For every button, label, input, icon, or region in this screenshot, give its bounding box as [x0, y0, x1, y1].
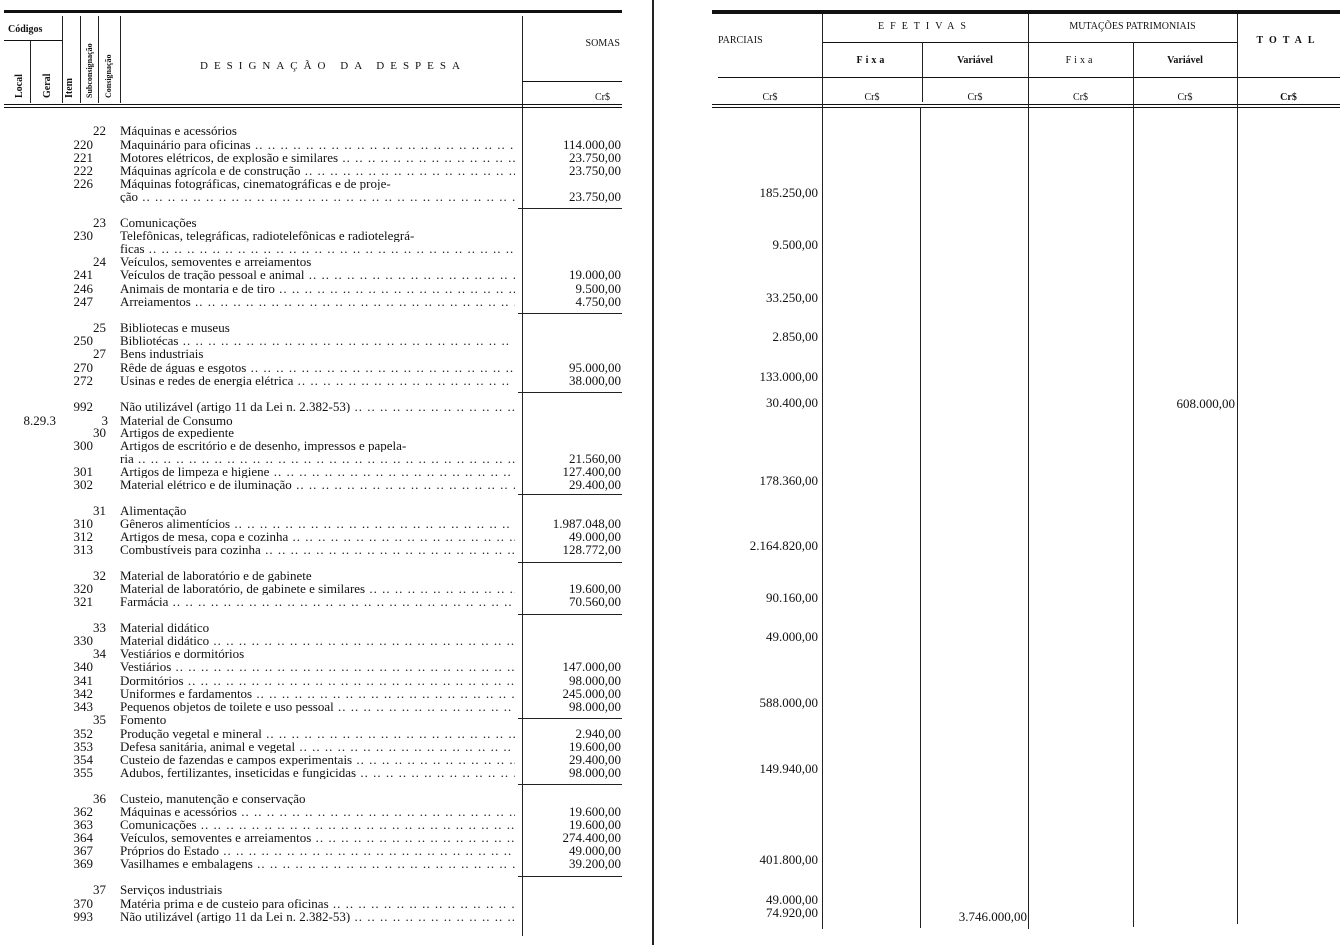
subconsignacao-code: 22 — [93, 123, 106, 138]
expense-label: Artigos de escritório e de desenho, impressos e papela- — [120, 439, 407, 452]
table-row — [0, 329, 1344, 348]
item-code: 330 — [73, 633, 93, 648]
parciais-value: 49.000,00 — [766, 629, 818, 644]
subconsignacao-code: 24 — [93, 254, 106, 269]
item-code: 302 — [73, 477, 93, 492]
currency: Cr$ — [1073, 92, 1088, 103]
table-row — [0, 395, 1344, 414]
expense-label: ficas .. .. — [120, 242, 515, 255]
expense-label: Vasilhames e embalagens .. .. — [120, 857, 515, 870]
total-heading: TOTAL — [1256, 35, 1321, 46]
expense-label: Não utilizável (artigo 11 da Lei n. 2.382-53) .. .. — [120, 910, 515, 923]
item-code: 369 — [73, 856, 93, 871]
soma-value: 2.940,00 — [575, 726, 621, 741]
soma-value: 98.000,00 — [569, 699, 621, 714]
subconsignacao-code: 32 — [93, 568, 106, 583]
currency: Cr$ — [762, 92, 778, 103]
subconsignacao-code: 33 — [93, 620, 106, 635]
item-code: 355 — [73, 765, 93, 780]
table-row — [0, 452, 1344, 466]
soma-value: 4.750,00 — [575, 294, 621, 309]
table-row — [0, 905, 1344, 924]
table-row — [0, 504, 1344, 518]
subconsignacao-code: 37 — [93, 882, 106, 897]
table-row — [0, 792, 1344, 806]
expense-label: Telefônicas, telegráficas, radiotelefônicas e radiotelegrá- — [120, 229, 415, 242]
expense-label: Comunicações .. .. — [120, 818, 515, 831]
divider — [718, 77, 1340, 78]
item-code: 321 — [73, 594, 93, 609]
parciais-value: 90.160,00 — [766, 590, 818, 605]
table-row — [0, 660, 1344, 674]
table-row — [0, 426, 1344, 440]
table-row — [0, 151, 1344, 165]
table-row — [0, 538, 1344, 557]
table-row — [0, 621, 1344, 635]
top-rule — [4, 10, 622, 13]
expense-label: Produção vegetal e mineral .. .. — [120, 727, 515, 740]
divider — [4, 107, 622, 108]
soma-value: 21.560,00 — [569, 451, 621, 466]
table-row — [0, 852, 1344, 871]
expense-label: Material de laboratório e de gabinete — [120, 569, 312, 582]
expense-label: Comunicações — [120, 216, 197, 229]
parciais-value: 49.000,00 — [766, 892, 818, 907]
divider — [712, 107, 1340, 108]
subconsignacao-code: 31 — [93, 503, 106, 518]
soma-value: 147.000,00 — [562, 659, 621, 674]
local-heading: Local — [14, 74, 25, 98]
item-code: 270 — [73, 360, 93, 375]
col-line — [30, 41, 31, 103]
col-line — [62, 16, 63, 103]
soma-value: 274.400,00 — [562, 830, 621, 845]
item-code: 250 — [73, 333, 93, 348]
col-line — [120, 16, 121, 103]
expense-label: Motores elétricos, de explosão e similares .. .. — [120, 151, 515, 164]
subconsignacao-code: 30 — [93, 425, 106, 440]
subtotal-rule — [518, 784, 622, 785]
item-code: 310 — [73, 516, 93, 531]
subtotal-rule — [518, 562, 622, 563]
expense-label: Veículos, semoventes e arreiamentos .. .. — [120, 831, 515, 844]
soma-value: 49.000,00 — [569, 843, 621, 858]
soma-value: 39.200,00 — [569, 856, 621, 871]
col-line — [922, 42, 923, 102]
item-code: 246 — [73, 281, 93, 296]
efetivas-fixa-heading: Fixa — [856, 55, 888, 66]
soma-value: 245.000,00 — [562, 686, 621, 701]
divider — [712, 104, 1340, 105]
table-row — [0, 687, 1344, 701]
table-row — [0, 517, 1344, 531]
subconsignacao-code: 36 — [93, 791, 106, 806]
expense-label: Vestiários e dormitórios — [120, 647, 245, 660]
subconsignacao-heading: Subconsignação — [85, 43, 94, 98]
soma-value: 49.000,00 — [569, 529, 621, 544]
currency: Cr$ — [1280, 92, 1297, 103]
expense-label: Vestiários .. .. — [120, 660, 515, 673]
item-code: 992 — [73, 399, 93, 414]
item-code: 341 — [73, 673, 93, 688]
subconsignacao-code: 23 — [93, 215, 106, 230]
expense-label: Pequenos objetos de toilete e uso pessoal .. .. — [120, 700, 515, 713]
table-row — [0, 892, 1344, 911]
item-code: 221 — [73, 150, 93, 165]
expense-label: Material de laboratório, de gabinete e similares .. .. — [120, 582, 515, 595]
soma-value: 23.750,00 — [569, 189, 621, 204]
mutacoes-heading: MUTAÇÕES PATRIMONIAIS — [1069, 21, 1196, 32]
designacao-heading: DESIGNAÇÃO DA DESPESA — [200, 60, 466, 72]
item-code: 300 — [73, 438, 93, 453]
expense-label: Próprios do Estado .. .. — [120, 844, 515, 857]
parciais-value: 2.850,00 — [772, 329, 818, 344]
item-code: 220 — [73, 137, 93, 152]
item-code: 320 — [73, 581, 93, 596]
expense-label: Farmácia .. .. — [120, 595, 515, 608]
item-code: 993 — [73, 909, 93, 924]
expense-label: Bibliotecas e museus — [120, 321, 230, 334]
expense-label: Bens industriais — [120, 347, 204, 360]
parciais-value: 9.500,00 — [772, 237, 818, 252]
soma-value: 70.560,00 — [569, 594, 621, 609]
soma-value: 19.600,00 — [569, 804, 621, 819]
soma-value: 23.750,00 — [569, 163, 621, 178]
item-code: 362 — [73, 804, 93, 819]
table-row — [0, 695, 1344, 714]
currency: Cr$ — [864, 92, 880, 103]
table-row — [0, 818, 1344, 832]
consignacao-heading: Consignação — [104, 54, 113, 98]
parciais-value: 588.000,00 — [759, 695, 818, 710]
soma-value: 19.600,00 — [569, 581, 621, 596]
expense-label: Máquinas e acessórios — [120, 124, 237, 137]
expense-label: Material de Consumo — [120, 414, 233, 427]
table-row — [0, 569, 1344, 583]
table-row — [0, 761, 1344, 780]
table-row — [0, 439, 1344, 453]
expense-label: Maquinário para oficinas .. .. — [120, 138, 515, 151]
table-row — [0, 177, 1344, 191]
table-row — [0, 727, 1344, 741]
local-code: 8.29.3 — [23, 413, 56, 428]
item-code: 312 — [73, 529, 93, 544]
table-row — [0, 883, 1344, 897]
expense-label: Custeio, manutenção e conservação — [120, 792, 306, 805]
subtotal-rule — [518, 614, 622, 615]
col-line — [98, 16, 99, 103]
table-row — [0, 216, 1344, 230]
expense-label: Combustíveis para cozinha .. .. — [120, 543, 515, 556]
table-row — [0, 590, 1344, 609]
item-code: 353 — [73, 739, 93, 754]
expense-label: Artigos de expediente — [120, 426, 235, 439]
item-code: 340 — [73, 659, 93, 674]
table-row — [0, 282, 1344, 296]
soma-value: 114.000,00 — [562, 137, 621, 152]
item-code: 230 — [73, 228, 93, 243]
table-row — [0, 582, 1344, 596]
table-row — [0, 164, 1344, 178]
expense-label: Material didático — [120, 621, 210, 634]
expense-label: Arreiamentos .. .. — [120, 295, 515, 308]
mutacoes-variavel-value: 608.000,00 — [1176, 396, 1235, 411]
item-code: 301 — [73, 464, 93, 479]
soma-value: 127.400,00 — [562, 464, 621, 479]
divider — [522, 81, 622, 82]
soma-value: 29.400,00 — [569, 477, 621, 492]
parciais-value: 33.250,00 — [766, 290, 818, 305]
somas-heading: SOMAS — [585, 38, 620, 49]
expense-label: Fomento — [120, 713, 167, 726]
table-row — [0, 740, 1344, 754]
efetivas-variavel-heading: Variável — [957, 55, 993, 66]
table-row — [0, 530, 1344, 544]
table-row — [0, 347, 1344, 361]
subtotal-rule — [518, 494, 622, 495]
codigos-heading: Códigos — [8, 24, 43, 35]
expense-label: Artigos de limpeza e higiene .. .. — [120, 465, 515, 478]
expense-label: Uniformes e fardamentos .. .. — [120, 687, 515, 700]
expense-label: Máquinas fotográficas, cinematográficas e de proje- — [120, 177, 391, 190]
table-row — [0, 138, 1344, 152]
subconsignacao-code: 25 — [93, 320, 106, 335]
mutacoes-variavel-heading: Variável — [1167, 55, 1203, 66]
subconsignacao-code: 34 — [93, 646, 106, 661]
item-code: 313 — [73, 542, 93, 557]
expense-label: Custeio de fazendas e campos experimentais .. .. — [120, 753, 515, 766]
expense-label: Máquinas e acessórios .. .. — [120, 805, 515, 818]
consignacao-code: 3 — [101, 413, 108, 428]
soma-value: 19.600,00 — [569, 817, 621, 832]
table-row — [0, 229, 1344, 243]
parciais-value: 185.250,00 — [759, 185, 818, 200]
table-row — [0, 844, 1344, 858]
parciais-value: 30.400,00 — [766, 395, 818, 410]
divider — [4, 104, 622, 105]
item-code: 222 — [73, 163, 93, 178]
subtotal-rule — [518, 718, 622, 719]
expense-label: Adubos, fertilizantes, inseticidas e fungicidas .. .. — [120, 766, 515, 779]
parciais-value: 133.000,00 — [759, 369, 818, 384]
item-code: 367 — [73, 843, 93, 858]
table-row — [0, 268, 1344, 282]
divider — [4, 40, 62, 41]
top-rule — [712, 10, 1340, 14]
expense-label: ria .. .. — [120, 452, 515, 465]
table-row — [0, 831, 1344, 845]
efetivas-variavel-value: 3.746.000,00 — [958, 909, 1027, 924]
mutacoes-fixa-heading: Fixa — [1065, 55, 1096, 66]
table-row — [0, 361, 1344, 375]
soma-value: 19.600,00 — [569, 739, 621, 754]
expense-label: Máquinas agrícola e de construção .. .. — [120, 164, 515, 177]
table-row — [0, 713, 1344, 727]
soma-value: 19.000,00 — [569, 267, 621, 282]
item-code: 354 — [73, 752, 93, 767]
expense-label: Veículos, semoventes e arreiamentos — [120, 255, 312, 268]
item-code: 272 — [73, 373, 93, 388]
item-heading: Item — [64, 78, 75, 98]
table-row — [0, 255, 1344, 269]
expense-label: Animais de montaria e de tiro .. .. — [120, 282, 515, 295]
item-code: 342 — [73, 686, 93, 701]
item-code: 247 — [73, 294, 93, 309]
table-row — [0, 321, 1344, 335]
expense-label: Material elétrico e de iluminação .. .. — [120, 478, 515, 491]
soma-value: 128.772,00 — [562, 542, 621, 557]
item-code: 241 — [73, 267, 93, 282]
item-code: 363 — [73, 817, 93, 832]
item-code: 226 — [73, 176, 93, 191]
parciais-heading: PARCIAIS — [718, 35, 763, 46]
subconsignacao-code: 27 — [93, 346, 106, 361]
expense-label: Serviços industriais — [120, 883, 223, 896]
soma-value: 9.500,00 — [575, 281, 621, 296]
expense-label: Artigos de mesa, copa e cozinha .. .. — [120, 530, 515, 543]
soma-value: 29.400,00 — [569, 752, 621, 767]
soma-value: 98.000,00 — [569, 765, 621, 780]
expense-label: Bibliotécas .. .. — [120, 334, 515, 347]
soma-value: 1.987.048,00 — [552, 516, 621, 531]
expense-label: Matéria prima e de custeio para oficinas .. .. — [120, 897, 515, 910]
table-row — [0, 473, 1344, 492]
item-code: 343 — [73, 699, 93, 714]
subtotal-rule — [518, 876, 622, 877]
currency: Cr$ — [1177, 92, 1193, 103]
geral-heading: Geral — [42, 73, 53, 98]
table-row — [0, 674, 1344, 688]
expense-label: Usinas e redes de energia elétrica .. .. — [120, 374, 515, 387]
parciais-value: 149.940,00 — [759, 761, 818, 776]
subtotal-rule — [518, 313, 622, 314]
expense-label: Veículos de tração pessoal e animal .. .. — [120, 268, 515, 281]
expense-label: ção .. .. — [120, 190, 515, 203]
expense-label: Material didático .. .. — [120, 634, 515, 647]
soma-value: 98.000,00 — [569, 673, 621, 688]
col-line — [80, 16, 81, 103]
expense-label: Gêneros alimentícios .. .. — [120, 517, 515, 530]
soma-value: 23.750,00 — [569, 150, 621, 165]
table-row — [0, 124, 1344, 138]
soma-value: 95.000,00 — [569, 360, 621, 375]
parciais-value: 74.920,00 — [766, 905, 818, 920]
expense-label: Dormitórios .. .. — [120, 674, 515, 687]
table-row — [0, 290, 1344, 309]
table-row — [0, 629, 1344, 648]
divider — [822, 42, 1237, 43]
table-row — [0, 465, 1344, 479]
expense-label: Rêde de águas e esgotos .. .. — [120, 361, 515, 374]
parciais-value: 178.360,00 — [759, 473, 818, 488]
parciais-value: 2.164.820,00 — [749, 538, 818, 553]
item-code: 364 — [73, 830, 93, 845]
soma-value: 38.000,00 — [569, 373, 621, 388]
subtotal-rule — [518, 392, 622, 393]
somas-currency: Cr$ — [595, 92, 610, 103]
efetivas-heading: EFETIVAS — [878, 21, 972, 32]
expense-label: Não utilizável (artigo 11 da Lei n. 2.382-53) .. .. — [120, 400, 515, 413]
parciais-value: 401.800,00 — [759, 852, 818, 867]
table-row — [0, 369, 1344, 388]
table-row — [0, 647, 1344, 661]
currency: Cr$ — [967, 92, 983, 103]
expense-label: Alimentação — [120, 504, 187, 517]
table-row — [0, 237, 1344, 256]
subtotal-rule — [518, 208, 622, 209]
item-code: 370 — [73, 896, 93, 911]
item-code: 352 — [73, 726, 93, 741]
table-row — [0, 805, 1344, 819]
subconsignacao-code: 35 — [93, 712, 106, 727]
table-row — [0, 185, 1344, 204]
table-row — [0, 753, 1344, 767]
expense-label: Defesa sanitária, animal e vegetal .. .. — [120, 740, 515, 753]
